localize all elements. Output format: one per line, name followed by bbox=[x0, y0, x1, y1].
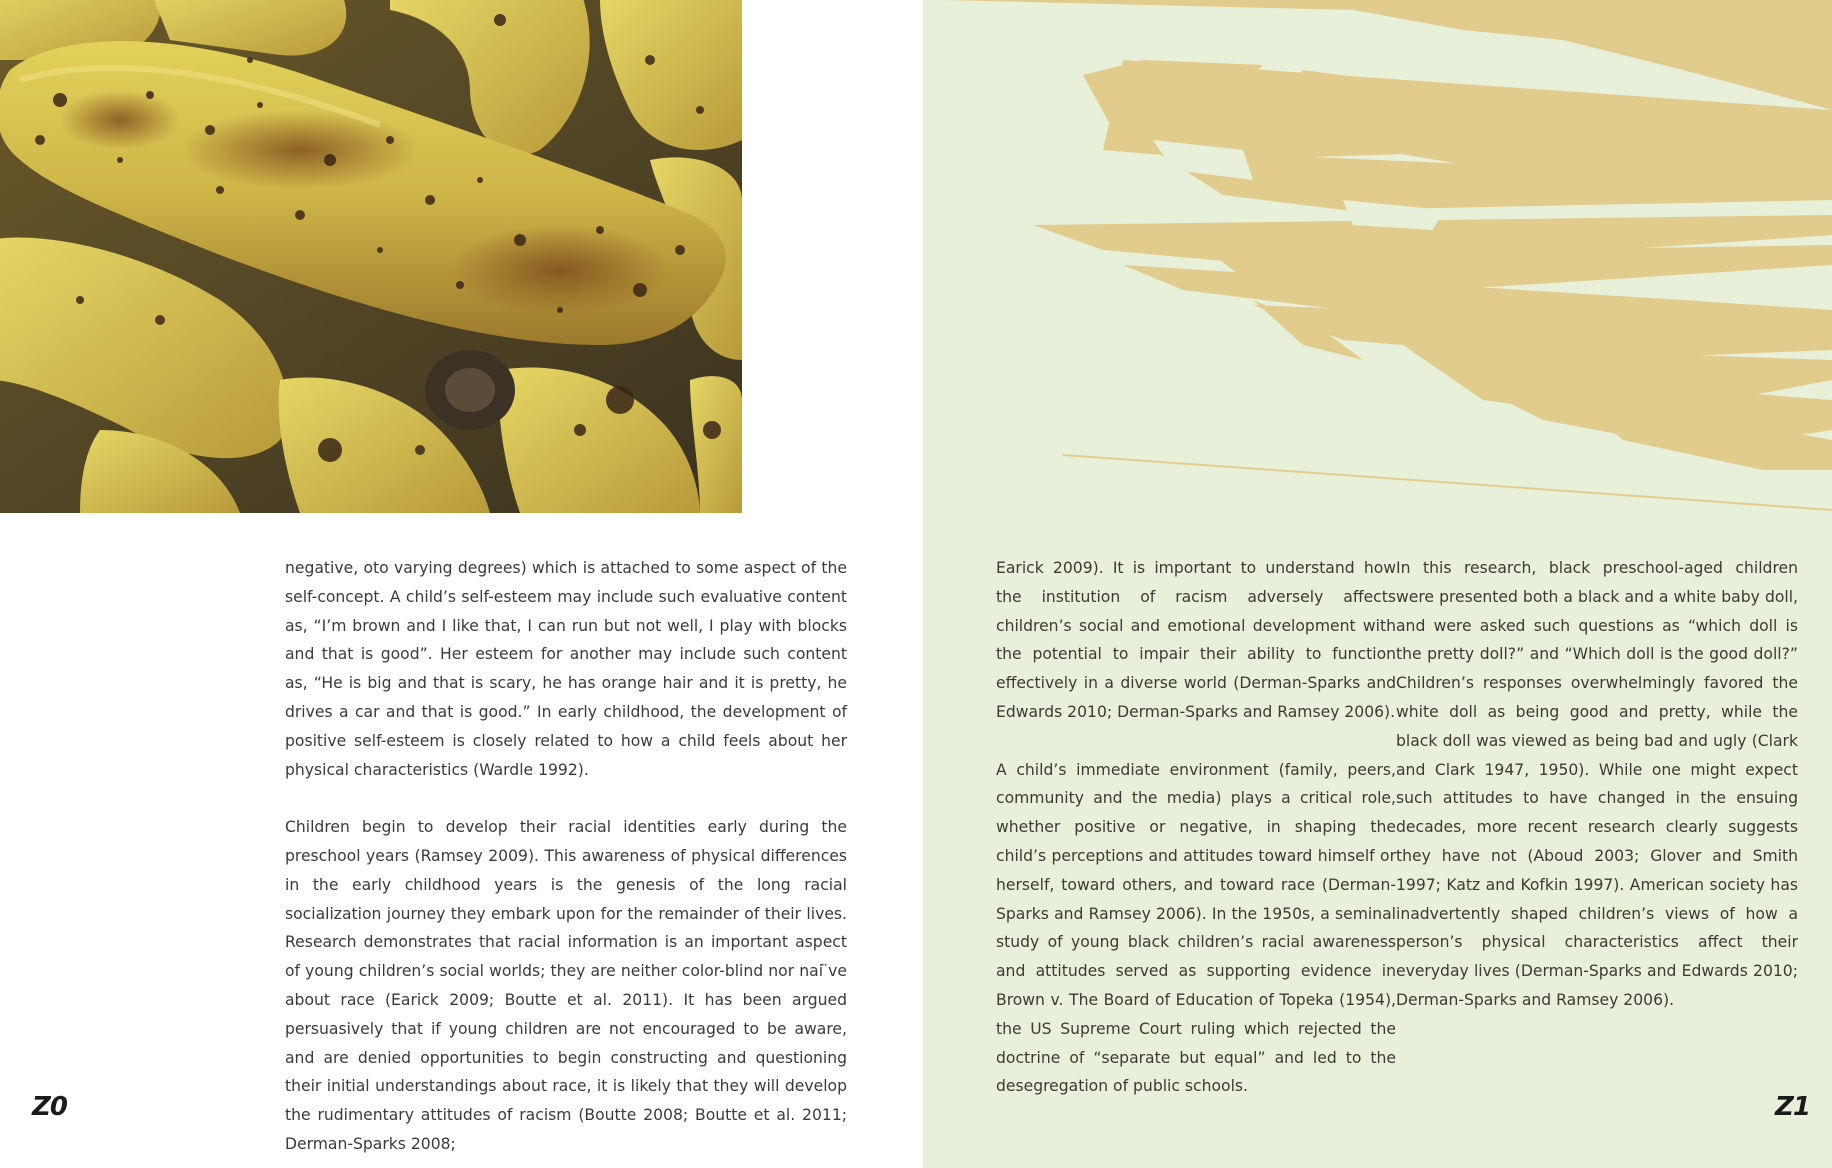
page-number-left: Z0 bbox=[32, 1092, 67, 1122]
abstract-shard-graphic bbox=[923, 0, 1832, 520]
right-body-text-column-2 bbox=[1396, 554, 1798, 1015]
paragraph: Earick 2009). It is important to understand how the institution of racism adversely affects children’s social and emotional development with the potential to impair their ability to function effectively in a diverse world (Derman-Sparks and Edwards 2010; Derman-Sparks and Ramsey 2006). bbox=[996, 559, 1396, 721]
page-number-right: Z1 bbox=[1775, 1092, 1810, 1122]
bananas-photo bbox=[0, 0, 742, 513]
right-page bbox=[923, 0, 1832, 1168]
left-body-text bbox=[285, 554, 847, 1159]
paragraph: A child’s immediate environment (family, peers, community and the media) plays a critical role, whether positive or negative, in shaping the child’s perceptions and attitudes toward himself or herself, toward others, and toward race (Derman-Sparks and Ramsey 2006). In the 1950s, a seminal study of young black children’s racial awareness and attitudes served as supporting evidence in Brown v. The Board of Education of Topeka (1954), the US Supreme Court ruling which rejected the doctrine of “separate but equal” and led to the desegregation of public schools. bbox=[996, 760, 1396, 1096]
right-body-text-column-1 bbox=[996, 554, 1396, 1101]
paragraph: negative, oto varying degrees) which is attached to some aspect of the self-concept. A child’s self-esteem may include such evaluative content as, “I’m brown and I like that, I can run but not well, I play with blocks and that is good”. Her esteem for another may include such content as, “He is big and that is scary, he has orange hair and it is pretty, he drives a car and that is good.” In early childhood, the development of positive self-esteem is closely related to how a child feels about her physical characteristics (Wardle 1992). bbox=[285, 559, 847, 779]
paragraph: In this research, black preschool-aged children were presented both a black and a white baby doll, and were asked such questions as “which doll is the pretty doll?” and “Which doll is the good doll?” Children’s responses overwhelmingly favored the white doll as being good and pretty, while the black doll was viewed as being bad and ugly (Clark and Clark 1947, 1950). While one might expect such attitudes to have changed in the ensuing decades, more recent research clearly suggests they have not (Aboud 2003; Glover and Smith 1997; Katz and Kofkin 1997). American society has inadvertently shaped children’s views of how a person’s physical characteristics affect their everyday lives (Derman-Sparks and Edwards 2010; Derman-Sparks and Ramsey 2006). bbox=[1396, 559, 1798, 1009]
paragraph: Children begin to develop their racial identities early during the preschool years (Ramsey 2009). This awareness of physical differences in the early childhood years is the genesis of the long racial socialization journey they embark upon for the remainder of their lives. Research demonstrates that racial information is an important aspect of young children’s social worlds; they are neither color-blind nor nai ̈ve about race (Earick 2009; Boutte et al. 2011). It has been argued persuasively that if young children are not encouraged to be aware, and are denied opportunities to begin constructing and questioning their initial understandings about race, it is likely that they will develop the rudimentary attitudes of racism (Boutte 2008; Boutte et al. 2011; Derman-Sparks 2008; bbox=[285, 818, 847, 1153]
